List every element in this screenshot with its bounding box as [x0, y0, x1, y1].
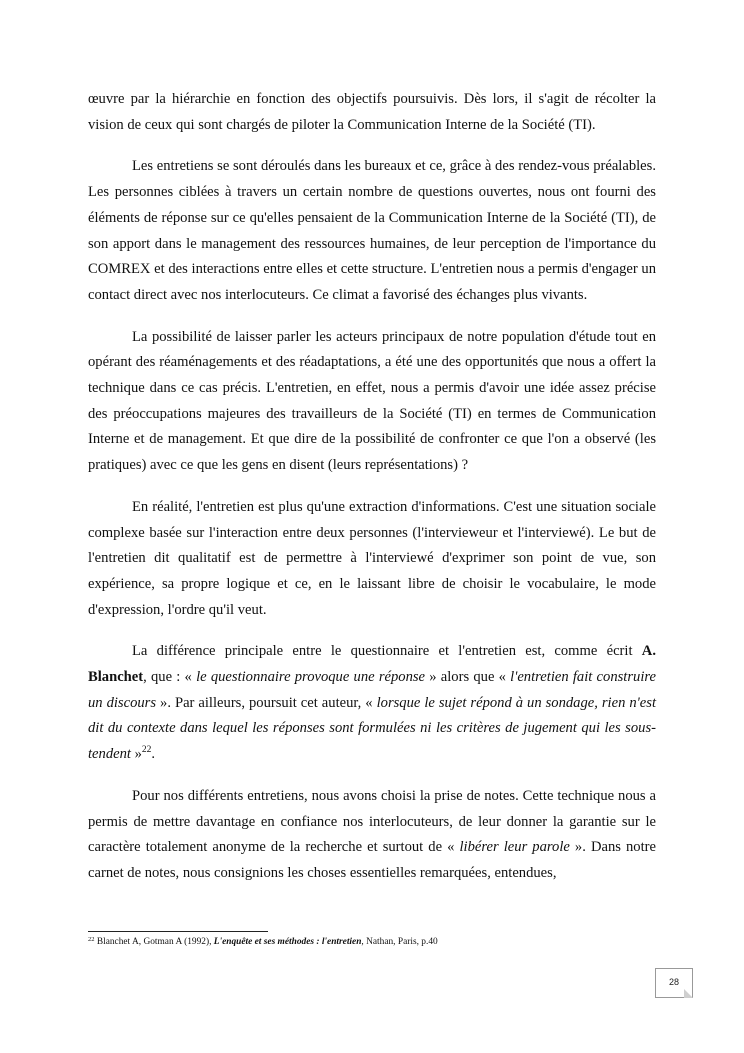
body-text — [88, 87, 656, 903]
paragraph-6: Pour nos différents entretiens, nous avons choisi la prise de notes. Cette technique nous a permis de mettre davantage en confiance nos interlocuteurs, de leur donner la garantie sur le caractère totalement anonyme de la recherche et surtout de « libérer leur parole ». Dans notre carnet de notes, nous consignions les choses essentielles remarquées, entendues, — [88, 787, 656, 881]
footnote-separator — [88, 931, 268, 932]
footnote-reference[interactable]: 22 — [141, 745, 152, 756]
author-name: A. Blanchet — [88, 643, 656, 686]
quote-1: le questionnaire provoque une réponse — [196, 669, 426, 686]
page-number: 28 — [668, 977, 679, 987]
quote-2: l'entretien fait construire un discours — [88, 669, 656, 711]
quote-3: lorsque le sujet répond à un sondage, rien n'est dit du contexte dans lequel les réponses sont formulées ni les critères de jugement qui les sous-tendent — [88, 694, 657, 763]
page-number-box — [655, 968, 693, 998]
quote-4: libérer leur parole — [459, 839, 570, 856]
footnote: $^{22}$ Blanchet A, Gotman A (1992), L'enquête et ses méthodes : l'entretien, Nathan, Paris, p.40 — [88, 936, 438, 947]
paragraph-5: La différence principale entre le questionnaire et l'entretien est, comme écrit A. Blanchet, que : « le questionnaire provoque une réponse » alors que « l'entretien fait construire un discours ». Par ailleurs, poursuit cet auteur, « lorsque le sujet répond à un sondage, rien n'est dit du contexte dans lequel les réponses sont formulées ni les critères de jugement qui les sous-tendent »$^{22}$. — [88, 643, 657, 763]
footnote-number: 22 — [88, 936, 95, 943]
footnote-book-title: L'enquête et ses méthodes : l'entretien — [213, 937, 362, 947]
paragraph-3: La possibilité de laisser parler les acteurs principaux de notre population d'étude tout en opérant des réaménagements et des réadaptations, a été une des opportunités que nous a offert la technique dans ce cas précis. L'entretien, en effet, nous a permis d'avoir une idée assez précise des préoccupations majeures des travailleurs de la Société (TI) en termes de Communication Interne et de management. Et que dire de la possibilité de confronter ce que l'on a observé (les pratiques) avec ce que les gens en disent (leurs représentations) ? — [88, 328, 656, 474]
page-curl-icon — [684, 989, 693, 998]
paragraph-2: Les entretiens se sont déroulés dans les bureaux et ce, grâce à des rendez-vous préalables. Les personnes ciblées à travers un certain nombre de questions ouvertes, nous ont fourni des éléments de réponse sur ce qu'elles pensaient de la Communication Interne de la Société (TI), de son apport dans le management des ressources humaines, de leur perception de l'importance du COMREX et des interactions entre elles et cette structure. L'entretien nous a permis d'engager un contact direct avec nos interlocuteurs. Ce climat a favorisé des échanges plus vivants. — [88, 158, 656, 303]
paragraph-4: En réalité, l'entretien est plus qu'une extraction d'informations. C'est une situation sociale complexe basée sur l'interaction entre deux personnes (l'intervieweur et l'interviewé). Le but de l'entretien dit qualitatif est de permettre à l'interviewé d'exprimer son point de vue, son expérience, sa propre logique et ce, en le laissant libre de choisir le vocabulaire, le mode d'expression, l'ordre qu'il veut. — [88, 498, 656, 618]
paragraph-1: œuvre par la hiérarchie en fonction des objectifs poursuivis. Dès lors, il s'agit de récolter la vision de ceux qui sont chargés de piloter la Communication Interne de la Société (TI). — [88, 91, 656, 133]
